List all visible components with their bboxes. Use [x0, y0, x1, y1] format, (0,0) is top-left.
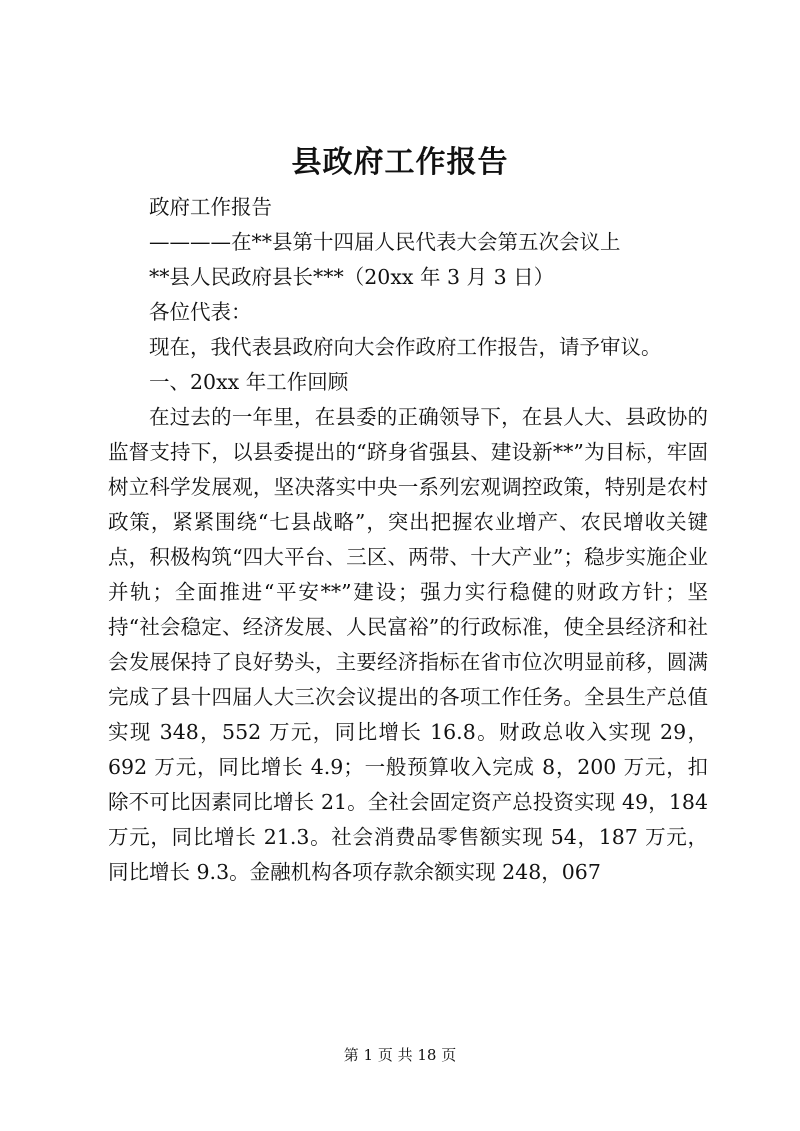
salutation: 各位代表： — [149, 300, 252, 324]
intro-paragraph: 现在，我代表县政府向大会作政府工作报告，请予审议。 — [149, 335, 662, 359]
document-body — [108, 190, 708, 890]
page-footer: 第 1 页 共 18 页 — [343, 1046, 457, 1064]
speaker-line: **县人民政府县长***（20xx 年 3 月 3 日） — [149, 265, 555, 289]
document-title: 县政府工作报告 — [291, 145, 509, 180]
review-paragraph: 在过去的一年里，在县委的正确领导下，在县人大、县政协的监督支持下，以县委提出的“跻身省强县、建设新**”为目标，牢固树立科学发展观，坚决落实中央一系列宏观调控政策，特别是农村政策，紧紧围绕“七县战略”，突出把握农业增产、农民增收关键点，积极构筑“四大平台、三区、两带、十大产业”；稳步实施企业并轨；全面推进“平安**”建设；强力实行稳健的财政方针；坚持“社会稳定、经济发展、人民富裕”的行政标准，使全县经济和社会发展保持了良好势头，主要经济指标在省市位次明显前移，圆满完成了县十四届人大三次会议提出的各项工作任务。全县生产总值实现 348，552 万元，同比增长 16.8。财政总收入实现 29，692 万元，同比增长 4.9；一般预算收入完成 8，200 万元，扣除不可比因素同比增长 21。全社会固定资产总投资实现 49，184 万元，同比增长 21.3。社会消费品零售额实现 54，187 万元，同比增长 9.3。金融机构各项存款余额实现 248，067 — [108, 405, 708, 884]
section-heading: 一、20xx 年工作回顾 — [149, 370, 349, 394]
meeting-line: ————在**县第十四届人民代表大会第五次会议上 — [149, 230, 621, 254]
report-heading: 政府工作报告 — [149, 195, 272, 219]
